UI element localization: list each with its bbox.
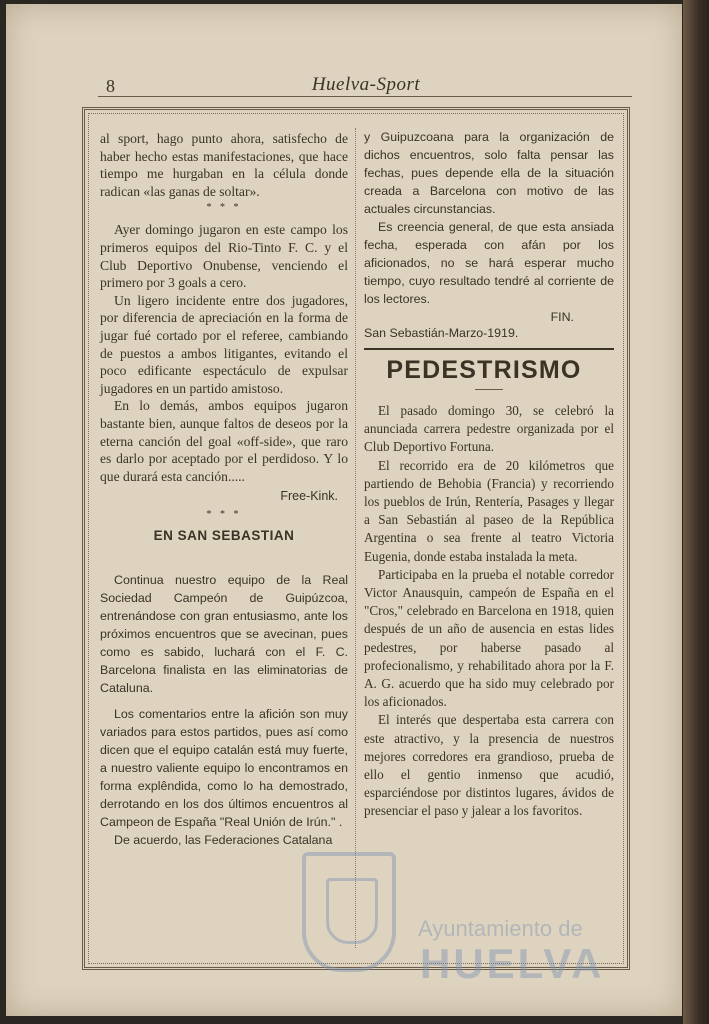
section-rule (364, 348, 614, 350)
page-header (102, 76, 630, 98)
archive-watermark (300, 846, 630, 1006)
paragraph: Es creencia general, de que esta ansiada fecha, esperada con afán por los aficionados, no se hará esperar mucho tiempo, cuyo resultado tendré al corriente de los lectores. (364, 220, 614, 306)
section-title: EN SAN SEBASTIAN (153, 528, 295, 544)
watermark-line-2: HUELVA (420, 940, 605, 987)
signature: Free-Kink. (280, 489, 338, 504)
paragraph: Un ligero incidente entre dos jugadores, por diferencia de apreciación en la forma de jugar fué cortado por el referee, cambiando de puestos a ambos litigantes, evitando el poco edificante espectáculo de expulsar jugadores en un partido amistoso. (100, 292, 348, 396)
asterism-separator: * * * (206, 202, 242, 214)
paragraph: al sport, hago punto ahora, satisfecho de haber hecho estas manifestaciones, que hace tiempo me hurgaban en la célula donde radican «las ganas de soltar». (100, 131, 348, 199)
paragraph: Continua nuestro equipo de la Real Sociedad Campeón de Guipúzcoa, entrenándose con gran entusiasmo, ante los próximos encuentros que se avecinan, pues como es sabido, luchará con el F. C. Barcelona finalista en las eliminatorias de Cataluna. (100, 573, 348, 696)
paragraph: El recorrido era de 20 kilómetros que partiendo de Behobia (Francia) y recorriendo los pueblos de Irún, Rentería, Pasages y llegar a San Sebastián al paseo de la República Argentina o sea frente al teatro Victoria Eugenia, donde estaba instalada la meta. (364, 457, 614, 564)
end-marker: FIN. (550, 310, 574, 324)
right-column (364, 128, 614, 821)
section-title: PEDESTRISMO (386, 356, 582, 384)
short-rule (475, 389, 503, 390)
running-title: Huelva-Sport (311, 74, 421, 95)
paragraph: y Guipuzcoana para la organización de dichos encuentros, solo falta pensar las fechas, pues depende ella de la situación creada a Barcelona con motivo de las actuales circunstancias. (364, 130, 614, 216)
paragraph: Participaba en la prueba el notable corredor Victor Anausquin, campeón de España en el "Cros," celebrado en Barcelona en 1918, quien después de un año de ausencia en estas lides pedestres, por haberse pasado al profecionalismo, y rehabilitado ahora por la F. A. G. acuerdo que ha sido muy celebrado por los aficionados. (364, 566, 614, 710)
coat-of-arms-icon (302, 852, 396, 972)
left-column (100, 130, 348, 849)
paragraph: Ayer domingo jugaron en este campo los primeros equipos del Rio-Tinto F. C. y el Club Deportivo Onubense, venciendo el primero por 3 goals a cero. (100, 222, 348, 291)
shield-inner-icon (326, 878, 378, 944)
paragraph: De acuerdo, las Federaciones Catalana (114, 833, 333, 848)
header-rule (98, 96, 632, 97)
paragraph: El pasado domingo 30, se celebró la anunciada carrera pedestre organizada por el Club Deportivo Fortuna. (364, 403, 614, 455)
asterism-separator: * * * (206, 509, 242, 521)
paragraph: Los comentarios entre la afición son muy variados para estos partidos, pues así como dicen que el equipo catalán está muy fuerte, a nuestro valiente equipo lo encontramos en forma explêndida, como lo ha demostrado, derrotando en los dos últimos encuentros al Campeon de España "Real Unión de Irún." . (100, 707, 348, 830)
column-divider (355, 128, 356, 948)
watermark-line-1: Ayuntamiento de (418, 916, 583, 941)
dateline: San Sebastián-Marzo-1919. (364, 326, 519, 340)
paragraph: En lo demás, ambos equipos jugaron bastante bien, aunque faltos de deseos por la eterna canción del goal «off-side», que raro es darlo por aceptado por el perdidoso. Y lo que durará esta canción..... (100, 398, 348, 484)
paragraph: El interés que despertaba esta carrera con este atractivo, y la presencia de nuestros mejores corredores era grandioso, prueba de ello el gentio inmenso que acudió, esparciéndose por distintos lugares, ávidos de presenciar el paso y jalear a los favoritos. (364, 712, 614, 819)
book-spine (683, 0, 709, 1024)
page-number: 8 (106, 76, 115, 96)
